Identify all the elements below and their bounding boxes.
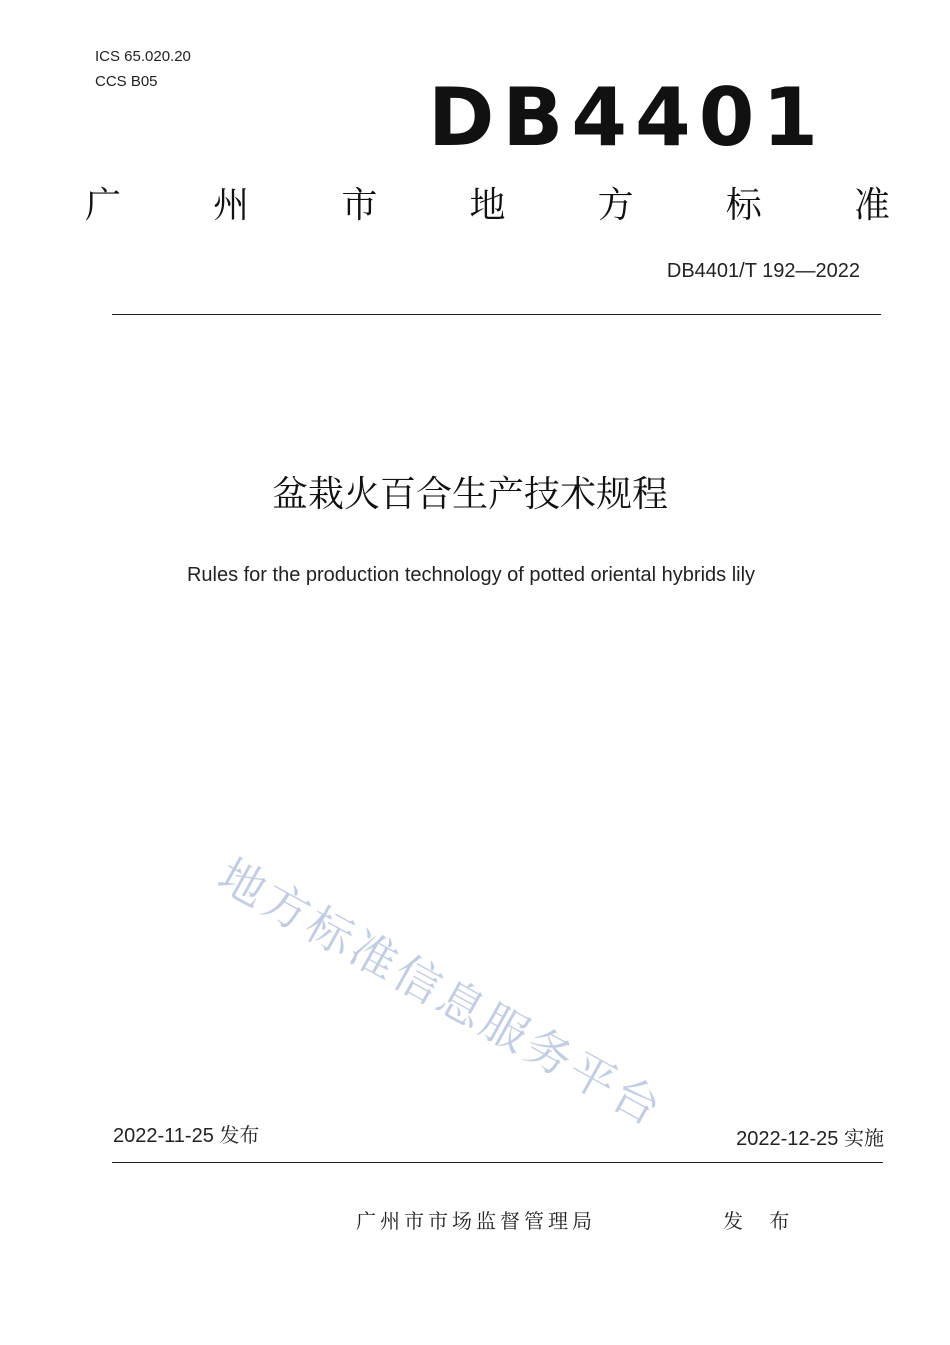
- footer-divider: [112, 1162, 883, 1163]
- ics-code: ICS 65.020.20: [95, 48, 191, 65]
- publish-date: 2022-11-25 发布: [113, 1125, 260, 1147]
- standard-type-char: 准: [853, 185, 890, 226]
- implementation-date: 2022-12-25 实施: [736, 1128, 884, 1150]
- ccs-code: CCS B05: [95, 73, 158, 90]
- watermark-text: 地方标准信息服务平台: [209, 847, 673, 1138]
- header-divider: [112, 314, 881, 315]
- standard-type-char: 地: [469, 185, 506, 226]
- document-title-english: Rules for the production technology of potted oriental hybrids lily: [186, 564, 756, 586]
- standard-type-char: 州: [213, 185, 250, 226]
- standard-type-char: 市: [341, 185, 378, 226]
- standard-type-heading: [85, 184, 890, 228]
- issuing-authority: 广州市市场监督管理局: [356, 1209, 596, 1233]
- issue-label: 发 布: [723, 1209, 800, 1233]
- standard-number: DB4401/T 192—2022: [666, 260, 860, 282]
- document-title-chinese: 盆栽火百合生产技术规程: [271, 474, 668, 515]
- standard-type-char: 广: [85, 185, 122, 226]
- standard-type-char: 方: [597, 185, 634, 226]
- db-standard-logo: DB4401: [428, 71, 827, 164]
- standard-type-char: 标: [725, 185, 762, 226]
